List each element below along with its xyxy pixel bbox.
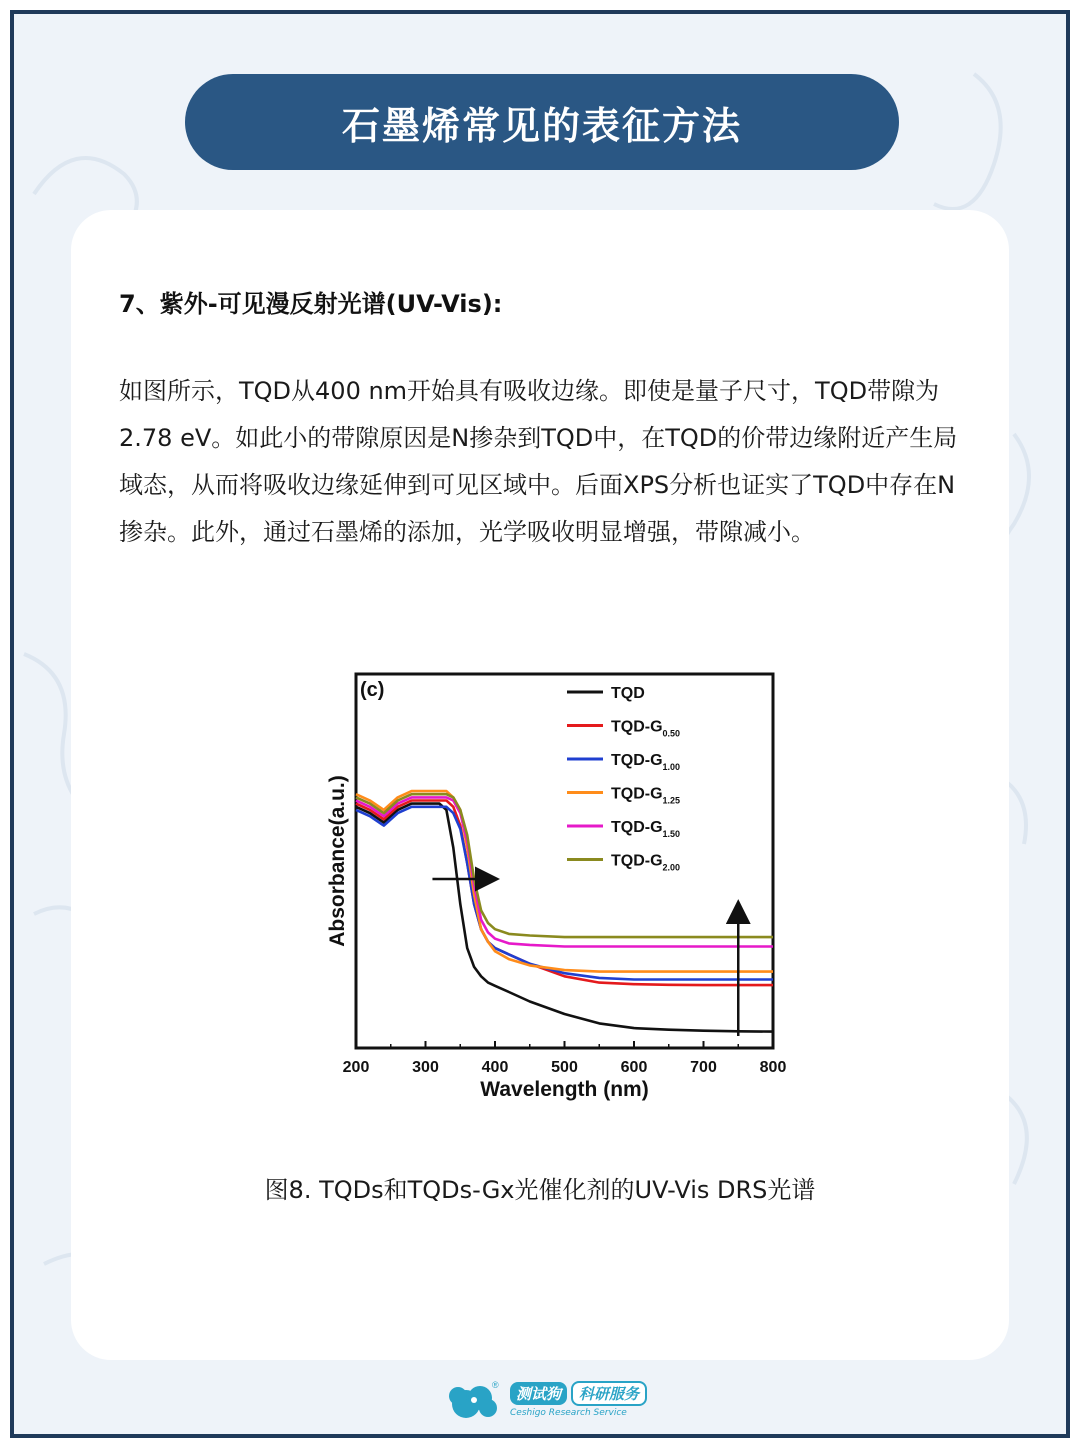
y-axis-label: Absorbance(a.u.)	[326, 775, 349, 947]
figure-caption: 图8. TQDs和TQDs-Gx光催化剂的UV-Vis DRS光谱	[264, 1176, 816, 1204]
x-tick-label: 300	[412, 1059, 439, 1076]
series-line-3	[356, 791, 773, 972]
legend-label-sub: 1.50	[662, 829, 681, 839]
legend-label-main: TQD-G	[611, 752, 663, 769]
series-line-5	[356, 794, 773, 937]
series-line-4	[356, 797, 773, 946]
panel-label: (c)	[360, 679, 385, 701]
legend-label	[611, 685, 645, 702]
plot-frame	[356, 674, 773, 1048]
x-tick-label: 700	[690, 1059, 717, 1076]
content-card	[71, 210, 1009, 1360]
x-tick-label: 200	[342, 1059, 370, 1076]
legend-label-main: TQD-G	[611, 819, 663, 836]
section-heading: 7、紫外-可见漫反射光谱(UV-Vis):	[119, 290, 503, 318]
brand-logo	[444, 1374, 654, 1424]
series-line-2	[356, 807, 773, 980]
uv-vis-chart	[291, 648, 791, 1108]
figure-chart	[291, 648, 791, 1108]
x-tick-label: 800	[759, 1059, 787, 1076]
logo-brand-name: 测试狗	[510, 1382, 567, 1405]
logo-subtitle: Ceshigo Research Service	[510, 1407, 627, 1418]
logo-service-name: 科研服务	[571, 1381, 647, 1406]
legend-label-main: TQD	[611, 685, 645, 702]
legend-label	[611, 719, 680, 739]
legend-label-main: TQD-G	[611, 718, 663, 736]
legend-label	[611, 752, 680, 772]
legend-label	[611, 786, 680, 806]
x-tick-label: 500	[551, 1059, 578, 1076]
series-line-0	[356, 804, 773, 1032]
legend-label	[611, 819, 680, 839]
legend-label-sub: 1.25	[662, 795, 681, 806]
page-title: 石墨烯常见的表征方法	[341, 103, 742, 148]
legend-label-main: TQD-G	[611, 852, 663, 870]
page-frame	[10, 10, 1070, 1438]
x-tick-label: 400	[481, 1059, 509, 1076]
legend-label-sub: 1.00	[662, 762, 681, 772]
x-axis-label: Wavelength (nm)	[480, 1078, 649, 1101]
series-line-1	[356, 801, 773, 986]
x-tick-label: 600	[620, 1059, 648, 1076]
page-title-banner	[185, 74, 899, 170]
body-paragraph: 如图所示，TQD从400 nm开始具有吸收边缘。即使是量子尺寸，TQD带隙为2.78 eV。如此小的带隙原因是N掺杂到TQD中，在TQD的价带边缘附近产生局域态，从而将吸收边缘延伸到可见区域中。后面XPS分析也证实了TQD中存在N掺杂。此外，通过石墨烯的添加，光学吸收明显增强，带隙减小。	[119, 377, 958, 546]
legend-label	[611, 853, 680, 873]
legend-label-main: TQD-G	[611, 785, 663, 803]
registered-mark: ®	[492, 1380, 499, 1390]
legend-label-sub: 2.00	[662, 862, 681, 873]
dog-cloud-icon	[444, 1378, 504, 1420]
legend-label-sub: 0.50	[662, 728, 681, 739]
